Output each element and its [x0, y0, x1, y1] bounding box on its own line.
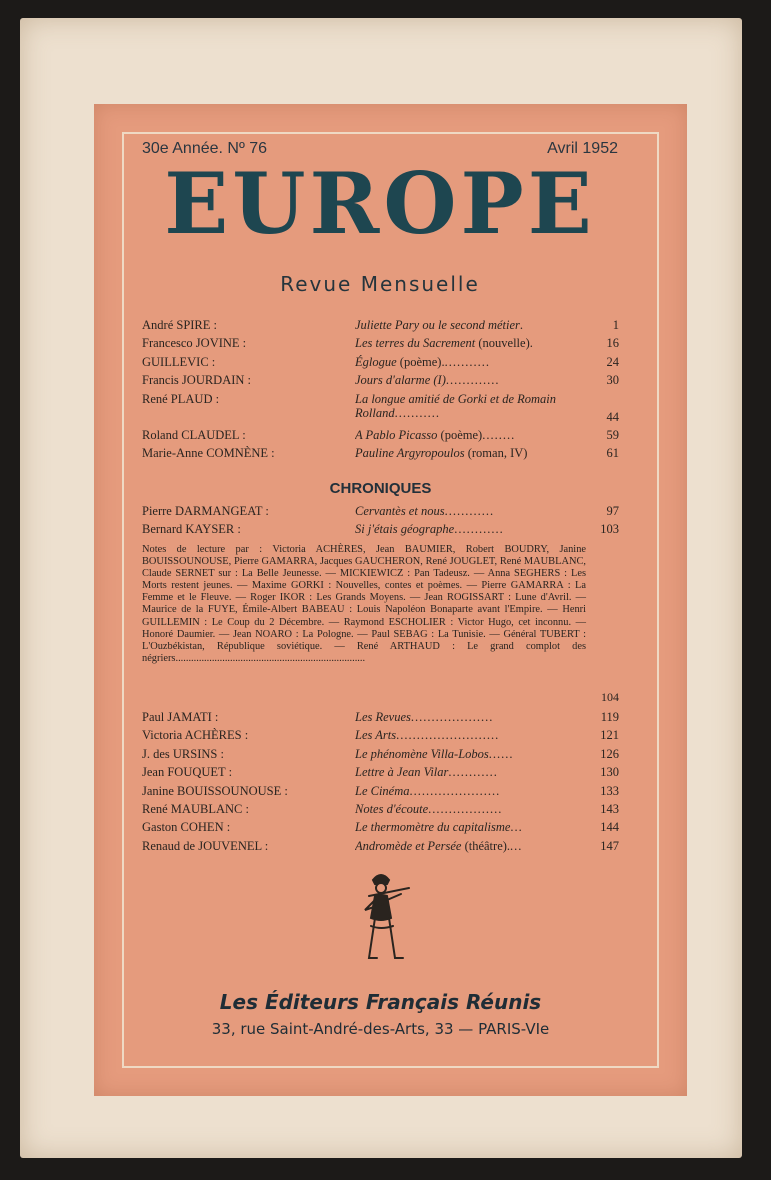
toc-leader-dots: ......................... [396, 728, 500, 743]
issue-number: 30e Année. Nº 76 [142, 140, 268, 157]
toc-title-text: Cervantès et nous [355, 504, 445, 518]
toc-leader-dots: ... [510, 820, 523, 835]
toc-entry [142, 446, 619, 464]
toc-title [355, 392, 580, 421]
magazine-subtitle: Revue Mensuelle [280, 272, 480, 296]
toc-entry [142, 355, 619, 373]
toc-title-text: Les terres du Sacrement [355, 336, 476, 351]
toc-page: 126 [600, 746, 619, 761]
toc-page: 147 [600, 838, 619, 853]
toc-page: 133 [600, 783, 619, 798]
toc-entry [142, 522, 619, 540]
toc-title-text: Juliette Pary ou le second métier [355, 318, 520, 332]
toc-title-text: La longue amitié de Gorki et de Romain Rolland [355, 391, 557, 420]
toc-title [355, 728, 580, 742]
issue-date: Avril 1952 [547, 140, 618, 157]
toc-leader-dots: ...... [488, 746, 514, 761]
toc-leader-dots: ............. [445, 373, 500, 388]
toc-title [355, 820, 580, 834]
toc-author: Francesco JOVINE : [142, 336, 247, 351]
toc-entry [142, 839, 619, 857]
toc-entry [142, 336, 619, 354]
toc-title-extra: (nouvelle). [475, 336, 533, 351]
toc-leader-dots: ............ [448, 765, 498, 780]
toc-leader-dots: ... [510, 838, 523, 853]
toc-title-extra: (théâtre). [461, 838, 511, 853]
toc-title-extra: (poème). [396, 354, 445, 369]
toc-entry [142, 802, 619, 820]
toc-title [355, 504, 580, 518]
toc-page: 143 [600, 801, 619, 816]
toc-title-text: A Pablo Picasso [355, 428, 438, 443]
toc-entry [142, 747, 619, 765]
toc-author: GUILLEVIC : [142, 354, 216, 369]
toc-author: Janine BOUISSOUNOUSE : [142, 783, 288, 798]
toc-page: 97 [606, 504, 619, 518]
toc-author: Marie-Anne COMNÈNE : [142, 446, 275, 461]
toc-page: 119 [600, 710, 619, 724]
toc-leader-dots: ........... [394, 405, 440, 420]
toc-title-text: Les Revues [355, 710, 411, 724]
toc-author: Francis JOURDAIN : [142, 373, 252, 388]
toc-entry [142, 710, 619, 728]
toc-leader-dots: .................. [428, 801, 503, 816]
publisher-address: 33, rue Saint-André-des-Arts, 33 — PARIS-VIe [211, 1020, 550, 1038]
toc-author: Pierre DARMANGEAT : [142, 504, 269, 518]
magazine-title: EUROPE [164, 154, 596, 253]
toc-entry [142, 392, 619, 429]
toc-title-text: Lettre à Jean Vilar [355, 765, 449, 780]
toc-title [355, 373, 580, 387]
toc-title-text: Le phénomène Villa-Lobos [355, 746, 489, 761]
toc-leader-dots: ........... [444, 354, 490, 369]
toc-title [355, 802, 580, 816]
toc-page: 103 [600, 522, 619, 537]
toc-leader-dots: ........ [482, 428, 516, 443]
toc-author: René PLAUD : [142, 391, 220, 406]
toc-author: Renaud de JOUVENEL : [142, 838, 269, 853]
toc-title-text: Le Cinéma [355, 783, 410, 798]
toc-title-extra: (roman, IV) [464, 446, 528, 461]
toc-entry [142, 318, 619, 336]
toc-leader-dots: . [519, 318, 524, 332]
toc-page: 16 [606, 336, 619, 351]
toc-author: Paul JAMATI : [142, 710, 219, 724]
toc-title [355, 765, 580, 779]
toc-title-text: Les Arts [355, 728, 397, 743]
toc-entry [142, 765, 619, 783]
toc-page: 61 [606, 446, 619, 461]
toc-page: 59 [606, 428, 619, 443]
table-of-contents-main [142, 318, 619, 465]
toc-leader-dots: ...................... [409, 783, 501, 798]
toc-leader-dots: .................... [410, 710, 494, 724]
toc-title [355, 522, 580, 536]
toc-title-text: Le thermomètre du capitalisme [355, 820, 511, 835]
toc-entry [142, 820, 619, 838]
toc-author: Victoria ACHÈRES : [142, 728, 249, 743]
toc-page: 1 [612, 318, 619, 332]
toc-entry [142, 428, 619, 446]
toc-title [355, 428, 580, 442]
toc-title [355, 355, 580, 369]
toc-page: 144 [600, 820, 619, 835]
toc-author: Gaston COHEN : [142, 820, 231, 835]
toc-page: 24 [606, 354, 619, 369]
toc-page: 130 [600, 765, 619, 780]
chroniques-heading: CHRONIQUES [329, 480, 432, 497]
toc-page: 121 [600, 728, 619, 743]
toc-author: Roland CLAUDEL : [142, 428, 246, 443]
toc-title [355, 747, 580, 761]
reading-notes-page: 104 [601, 690, 619, 704]
toc-entry [142, 373, 619, 391]
toc-author: René MAUBLANC : [142, 801, 249, 816]
toc-author: J. des URSINS : [142, 746, 224, 761]
toc-leader-dots: ............ [454, 522, 504, 537]
toc-title [355, 318, 580, 332]
toc-title-extra: (poème) [437, 428, 483, 443]
toc-title-text: Pauline Argyropoulos [355, 446, 465, 461]
toc-author: André SPIRE : [142, 318, 217, 332]
reading-notes: Notes de lecture par : Victoria ACHÈRES, Jean BAUMIER, Robert BOUDRY, Janine BOUISSOUNOUSE, Pierre GAMARRA, Jacques GAUCHERON, René JOUGLET, René MAUBLANC, Claude SERNET sur : La Belle Jeunesse. — MICKIEWICZ : Pan Tadeusz. — Anna SEGHERS : Les Morts restent jeunes. — Maxime GORKI : Nouvelles, contes et poèmes. — Pierre GAMARRA : La Femme et le Fleuve. — Roger IKOR : Les Grands Moyens. — Jean ROGISSART : Lune d'Avril. — Maurice de la FUYE, Émile-Albert BABEAU : Louis Napoléon Bonaparte avant l'Empire. — Henri GUILLEMIN : Le Coup du 2 Décembre. — Raymond ESCHOLIER : Victor Hugo, cet inconnu. — Honoré Daumier. — Jean NOARO : La Pologne. — Paul SEBAG : La Tunisie. — Général TUBERT : L'Ouzbékistan, République soviétique. — René ARTHAUD : Le grand complot des négriers......................................................................... [142, 544, 586, 664]
toc-author: Jean FOUQUET : [142, 765, 233, 780]
toc-title [355, 710, 580, 724]
toc-page: 44 [606, 409, 619, 424]
toc-page: 30 [606, 373, 619, 388]
toc-title [355, 839, 580, 853]
toc-entry [142, 784, 619, 802]
table-of-contents-chroniques [142, 504, 619, 541]
toc-title [355, 446, 580, 460]
toc-author: Bernard KAYSER : [142, 522, 241, 537]
toc-title-text: Notes d'écoute [355, 801, 429, 816]
flute-player-illustration [345, 866, 415, 978]
toc-title-text: Églogue [355, 354, 397, 369]
toc-title [355, 784, 580, 798]
toc-entry [142, 504, 619, 522]
toc-title [355, 336, 580, 350]
toc-leader-dots: ............ [444, 504, 495, 518]
publisher-name: Les Éditeurs Français Réunis [219, 990, 542, 1014]
toc-title-text: Andromède et Persée [355, 838, 462, 853]
table-of-contents-end [142, 710, 619, 857]
toc-title-text: Jours d'alarme (I) [355, 373, 446, 388]
toc-entry [142, 728, 619, 746]
toc-title-text: Si j'étais géographe [355, 522, 455, 537]
